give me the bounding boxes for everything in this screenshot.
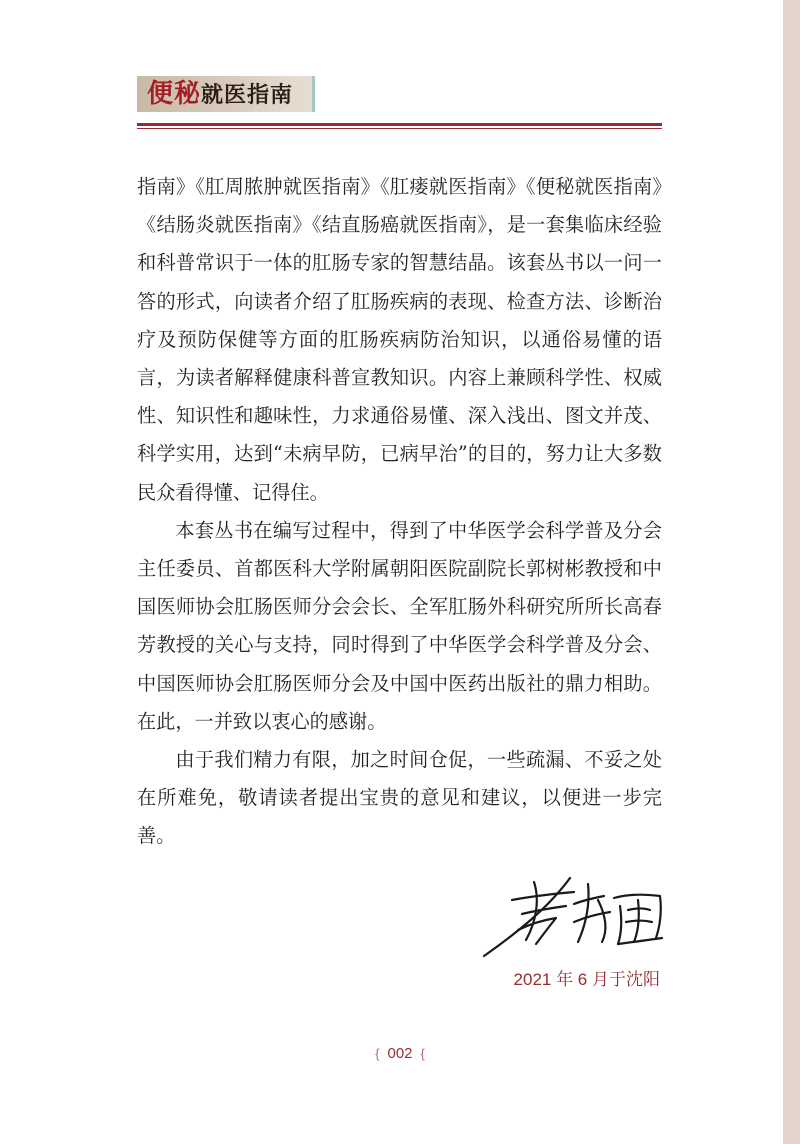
page-number-brace-right: { xyxy=(420,1046,425,1061)
book-title-accent: 便秘 xyxy=(147,79,202,109)
book-title xyxy=(147,78,293,111)
page-number-brace-left: { xyxy=(375,1046,380,1061)
paragraph-closing: 由于我们精力有限，加之时间仓促，一些疏漏、不妥之处在所难免，敬请读者提出宝贵的意见和建议，以便进一步完善。 xyxy=(137,748,662,848)
header-rule-thin xyxy=(137,128,662,129)
handwritten-signature xyxy=(478,870,678,960)
header-rule-thick xyxy=(137,123,662,126)
book-title-rest: 就医指南 xyxy=(201,82,294,108)
running-header xyxy=(137,76,315,112)
signature-date-place: 2021 年 6 月于沈阳 xyxy=(513,970,660,989)
page-footer xyxy=(340,1042,460,1066)
page-edge-strip xyxy=(783,0,800,1144)
page-number: 002 xyxy=(387,1045,413,1062)
paragraph-continued: 指南》《肛周脓肿就医指南》《肛瘘就医指南》《便秘就医指南》《结肠炎就医指南》《结直肠癌就医指南》，是一套集临床经验和科普常识于一体的肛肠专家的智慧结晶。该套丛书以一问一答的形式，向读者介绍了肛肠疾病的表现、检查方法、诊断治疗及预防保健等方面的肛肠疾病防治知识，以通俗易懂的语言，为读者解释健康科普宣教知识。内容上兼顾科学性、权威性、知识性和趣味性，力求通俗易懂、深入浅出、图文并茂、科学实用，达到“未病早防，已病早治”的目的，努力让大多数民众看得懂、记得住。 xyxy=(137,175,662,504)
preface-body xyxy=(137,168,662,856)
paragraph-acknowledgement: 本套丛书在编写过程中，得到了中华医学会科学普及分会主任委员、首都医科大学附属朝阳医院副院长郭树彬教授和中国医师协会肛肠医师分会会长、全军肛肠外科研究所所长高春芳教授的关心与支持，同时得到了中华医学会科学普及分会、中国医师协会肛肠医师分会及中国中医药出版社的鼎力相助。在此，一并致以衷心的感谢。 xyxy=(137,518,662,733)
